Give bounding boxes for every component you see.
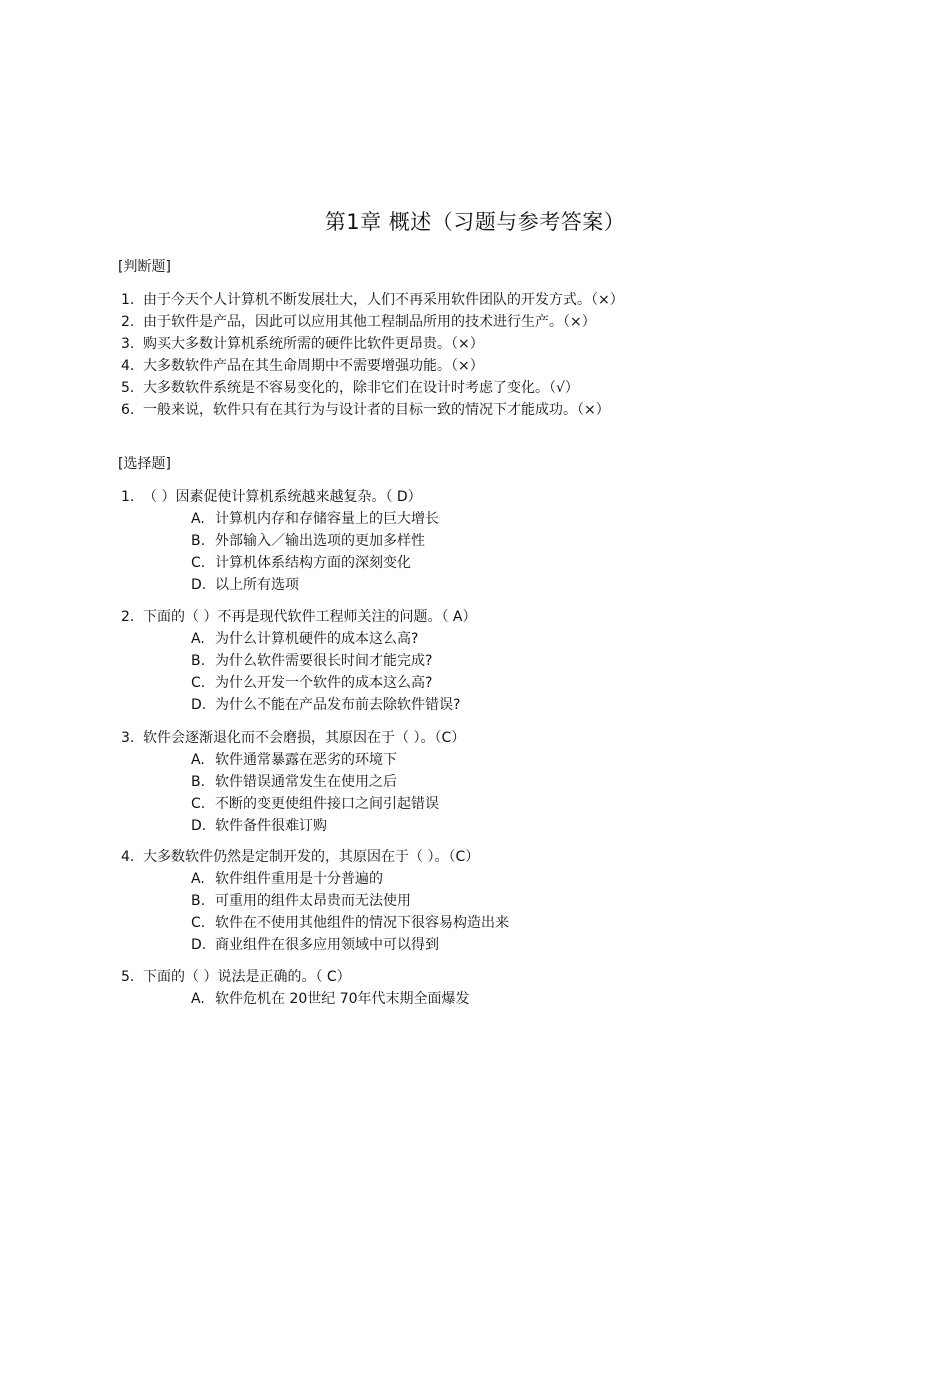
answer-option xyxy=(121,912,509,934)
option-text: 以上所有选项 xyxy=(215,577,299,593)
answer-option xyxy=(121,988,470,1010)
item-number: 4. xyxy=(121,358,135,374)
item-text: 大多数软件系统是不容易变化的，除非它们在设计时考虑了变化。（√） xyxy=(143,380,579,396)
option-text: 为什么不能在产品发布前去除软件错误? xyxy=(215,697,461,713)
option-text: 软件错误通常发生在使用之后 xyxy=(215,774,397,790)
option-text: 软件危机在 20世纪 70年代末期全面爆发 xyxy=(215,991,470,1007)
option-text: 软件组件重用是十分普遍的 xyxy=(215,871,383,887)
question-stem xyxy=(121,727,465,749)
answer-option xyxy=(121,815,465,837)
option-letter: B. xyxy=(191,893,206,909)
item-number: 5. xyxy=(121,380,135,396)
option-letter: B. xyxy=(191,653,206,669)
answer-option xyxy=(121,650,476,672)
option-text: 计算机内存和存储容量上的巨大增长 xyxy=(215,511,439,527)
option-text: 为什么计算机硬件的成本这么高? xyxy=(215,631,419,647)
answer-option xyxy=(121,694,476,716)
option-letter: A. xyxy=(191,511,205,527)
multiple-choice-question xyxy=(121,727,465,837)
answer-option xyxy=(121,868,509,890)
option-letter: C. xyxy=(191,915,206,931)
question-stem xyxy=(121,846,509,868)
item-number: 2. xyxy=(121,314,135,330)
answer-option xyxy=(121,628,476,650)
option-letter: D. xyxy=(191,937,207,953)
option-text: 商业组件在很多应用领域中可以得到 xyxy=(215,937,439,953)
option-text: 计算机体系结构方面的深刻变化 xyxy=(215,555,411,571)
item-text: 大多数软件产品在其生命周期中不需要增强功能。（×） xyxy=(143,358,484,374)
option-letter: D. xyxy=(191,577,207,593)
option-text: 为什么软件需要很长时间才能完成? xyxy=(215,653,433,669)
option-text: 软件在不使用其他组件的情况下很容易构造出来 xyxy=(215,915,509,931)
answer-option xyxy=(121,508,439,530)
option-letter: A. xyxy=(191,871,205,887)
true-false-section-label: [判断题] xyxy=(118,259,171,275)
question-text: 大多数软件仍然是定制开发的，其原因在于（ ）。（C） xyxy=(143,849,480,865)
option-letter: A. xyxy=(191,752,205,768)
answer-option xyxy=(121,530,439,552)
question-stem xyxy=(121,606,476,628)
true-false-item xyxy=(121,311,624,333)
option-letter: A. xyxy=(191,991,205,1007)
multiple-choice-section-label: [选择题] xyxy=(118,456,171,472)
question-text: 下面的（ ）不再是现代软件工程师关注的问题。（ A） xyxy=(143,609,477,625)
option-letter: C. xyxy=(191,796,206,812)
answer-option xyxy=(121,934,509,956)
true-false-item xyxy=(121,333,624,355)
question-number: 2. xyxy=(121,609,135,625)
true-false-item xyxy=(121,289,624,311)
option-letter: D. xyxy=(191,818,207,834)
answer-option xyxy=(121,672,476,694)
item-number: 6. xyxy=(121,402,135,418)
option-text: 软件通常暴露在恶劣的环境下 xyxy=(215,752,397,768)
option-letter: B. xyxy=(191,774,206,790)
option-letter: C. xyxy=(191,675,206,691)
question-number: 4. xyxy=(121,849,135,865)
option-text: 不断的变更使组件接口之间引起错误 xyxy=(215,796,439,812)
true-false-item xyxy=(121,399,624,421)
answer-option xyxy=(121,574,439,596)
item-number: 3. xyxy=(121,336,135,352)
answer-option xyxy=(121,771,465,793)
true-false-list xyxy=(121,289,624,421)
multiple-choice-question xyxy=(121,486,439,596)
multiple-choice-question xyxy=(121,966,470,1010)
question-text: 下面的（ ）说法是正确的。（ C） xyxy=(143,969,351,985)
option-text: 可重用的组件太昂贵而无法使用 xyxy=(215,893,411,909)
answer-option xyxy=(121,749,465,771)
answer-option xyxy=(121,552,439,574)
question-stem xyxy=(121,966,470,988)
option-letter: A. xyxy=(191,631,205,647)
item-text: 由于软件是产品，因此可以应用其他工程制品所用的技术进行生产。（×） xyxy=(143,314,596,330)
item-text: 由于今天个人计算机不断发展壮大，人们不再采用软件团队的开发方式。（×） xyxy=(143,292,624,308)
item-text: 购买大多数计算机系统所需的硬件比软件更昂贵。（×） xyxy=(143,336,484,352)
question-number: 5. xyxy=(121,969,135,985)
multiple-choice-question xyxy=(121,606,476,716)
answer-option xyxy=(121,890,509,912)
question-number: 3. xyxy=(121,730,135,746)
item-number: 1. xyxy=(121,292,135,308)
option-letter: D. xyxy=(191,697,207,713)
answer-option xyxy=(121,793,465,815)
option-letter: C. xyxy=(191,555,206,571)
question-stem xyxy=(121,486,439,508)
true-false-item xyxy=(121,355,624,377)
option-text: 外部输入／输出选项的更加多样性 xyxy=(215,533,425,549)
option-text: 软件备件很难订购 xyxy=(215,818,327,834)
option-letter: B. xyxy=(191,533,206,549)
true-false-item xyxy=(121,377,624,399)
question-number: 1. xyxy=(121,489,135,505)
option-text: 为什么开发一个软件的成本这么高? xyxy=(215,675,433,691)
multiple-choice-question xyxy=(121,846,509,956)
question-text: （ ）因素促使计算机系统越来越复杂。（ D） xyxy=(143,489,422,505)
page-title: 第1章 概述（习题与参考答案） xyxy=(324,210,626,234)
question-text: 软件会逐渐退化而不会磨损，其原因在于（ ）。（C） xyxy=(143,730,466,746)
item-text: 一般来说，软件只有在其行为与设计者的目标一致的情况下才能成功。（×） xyxy=(143,402,610,418)
